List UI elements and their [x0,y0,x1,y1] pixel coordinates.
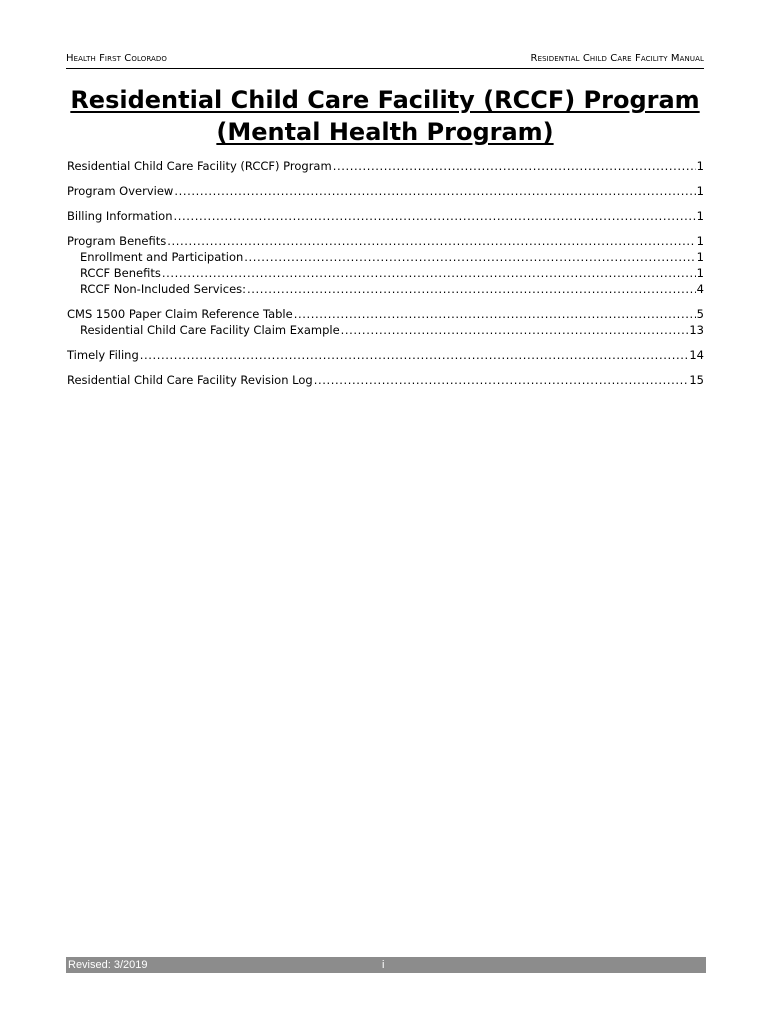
toc-leader-dots [140,347,689,363]
toc-entry-page: 14 [689,348,704,362]
toc-entry-page: 1 [696,184,704,198]
toc-entry-program-benefits[interactable] [67,233,704,249]
toc-entry-label: Program Overview [67,184,174,198]
toc-entry-program-overview[interactable] [67,183,704,199]
toc-entry-timely-filing[interactable] [67,347,704,363]
page-number: i [382,959,385,971]
toc-entry-page: 15 [689,373,704,387]
toc-entry-label: Residential Child Care Facility (RCCF) Program [67,159,332,173]
document-title [66,84,704,148]
toc-leader-dots [167,233,695,249]
table-of-contents [67,158,704,388]
toc-entry-label: Enrollment and Participation [80,250,244,264]
title-line-1: Residential Child Care Facility (RCCF) Program [70,86,700,114]
toc-leader-dots [247,281,696,297]
toc-leader-dots [174,183,695,199]
toc-entry-label: Residential Child Care Facility Claim Example [80,323,340,337]
toc-entry-label: RCCF Benefits [80,266,161,280]
toc-leader-dots [333,158,696,174]
page-header [66,52,704,69]
toc-leader-dots [341,322,689,338]
toc-entry-rccf-program[interactable] [67,158,704,174]
toc-entry-label: CMS 1500 Paper Claim Reference Table [67,307,293,321]
toc-leader-dots [314,372,689,388]
toc-entry-rccf-non-included-services[interactable] [67,281,704,297]
toc-entry-page: 1 [696,234,704,248]
toc-entry-cms-1500-table[interactable] [67,306,704,322]
toc-leader-dots [162,265,696,281]
title-line-2: (Mental Health Program) [216,118,554,146]
page-footer [66,957,706,973]
toc-entry-claim-example[interactable] [67,322,704,338]
toc-entry-label: Residential Child Care Facility Revision Log [67,373,313,387]
toc-entry-revision-log[interactable] [67,372,704,388]
revised-date: Revised: 3/2019 [68,959,148,971]
toc-leader-dots [294,306,696,322]
toc-leader-dots [244,249,695,265]
header-right-text: Residential Child Care Facility Manual [530,53,704,64]
toc-entry-label: Program Benefits [67,234,167,248]
toc-entry-label: RCCF Non-Included Services: [80,282,247,296]
toc-entry-page: 1 [696,159,704,173]
toc-entry-page: 1 [696,266,704,280]
toc-entry-page: 1 [696,209,704,223]
header-left-text: Health First Colorado [66,53,167,64]
toc-entry-label: Timely Filing [67,348,139,362]
toc-entry-page: 5 [696,307,704,321]
toc-entry-label: Billing Information [67,209,173,223]
toc-entry-page: 4 [696,282,704,296]
toc-entry-enrollment-participation[interactable] [67,249,704,265]
toc-leader-dots [173,208,695,224]
toc-entry-rccf-benefits[interactable] [67,265,704,281]
toc-entry-page: 13 [689,323,704,337]
toc-entry-page: 1 [696,250,704,264]
toc-entry-billing-information[interactable] [67,208,704,224]
